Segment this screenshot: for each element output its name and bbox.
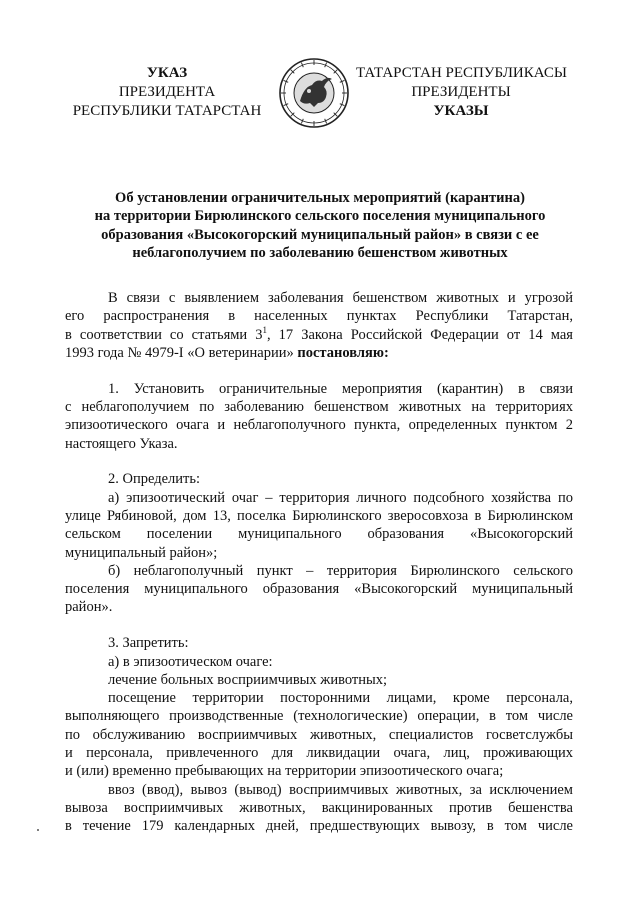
item-3-treatment xyxy=(65,671,573,689)
header-right-block xyxy=(356,64,566,121)
item1-line-4: настоящего Указа. xyxy=(65,435,178,452)
item1-line-1: 1. Установить ограничительные мероприятия (карантин) в связи xyxy=(108,380,573,397)
item2-heading-text: 2. Определить: xyxy=(108,471,201,488)
item-3-heading xyxy=(65,634,573,652)
header-left-line-2: ПРЕЗИДЕНТА xyxy=(118,84,216,100)
item-3-import-paragraph xyxy=(65,781,573,836)
item3-visit-line-4: и персонала, привлеченного для ликвидации очага, лиц, проживающих xyxy=(65,745,573,762)
title-line-2: на территории Бирюлинского сельского поселения муниципального xyxy=(94,208,546,225)
item3a-heading-text: а) в эпизоотическом очаге: xyxy=(108,653,273,670)
decree-word-colon: : xyxy=(383,344,389,361)
scan-speck xyxy=(37,829,39,831)
item1-line-3: эпизоотического очага и неблагополучного пункта, определенных пунктом 2 xyxy=(65,417,573,434)
preamble-line-3a: в соответствии со статьями 3 xyxy=(65,326,263,343)
document-title xyxy=(60,189,580,263)
header-right-line-3: УКАЗЫ xyxy=(433,103,489,119)
item2a-line-3: сельском поселении муниципального образования «Высокогорский xyxy=(65,526,573,543)
item2a-line-2: улице Рябиновой, дом 13, поселка Бирюлинского зверосовхоза в Бирюлинском xyxy=(65,507,573,524)
preamble-line-1: В связи с выявлением заболевания бешенством животных и угрозой xyxy=(108,290,573,306)
title-line-1: Об установлении ограничительных мероприятий (карантина) xyxy=(115,190,525,206)
item2b-line-1: б) неблагополучный пункт – территория Бирюлинского сельского xyxy=(108,562,573,579)
item2b-line-3: район». xyxy=(65,599,113,616)
item3-treatment-text: лечение больных восприимчивых животных; xyxy=(108,671,387,688)
item1-line-2: с неблагополучием по заболеванию бешенством животных на территориях xyxy=(65,398,573,415)
header-left-block xyxy=(62,64,272,121)
title-line-3: образования «Высокогорский муниципальный район» в связи с ее xyxy=(101,226,539,243)
header-left-line-3: РЕСПУБЛИКИ ТАТАРСТАН xyxy=(72,103,262,119)
item-3-visit-paragraph xyxy=(65,689,573,780)
item-3a-heading xyxy=(65,653,573,671)
document-body xyxy=(65,289,573,836)
preamble-paragraph xyxy=(65,289,573,362)
item2b-line-2: поселения муниципального образования «Высокогорский муниципальный xyxy=(65,581,573,598)
item-1-paragraph xyxy=(65,380,573,453)
preamble-line-4a: 1993 года № 4979-I «О ветеринарии» xyxy=(65,344,298,361)
item-2b-paragraph xyxy=(65,562,573,617)
item3-visit-line-2: выполняющего производственные (технологические) операции, в том числе xyxy=(65,708,573,725)
header-left-line-1: УКАЗ xyxy=(146,65,188,81)
item3-visit-line-5: и (или) временно пребывающих на территории эпизоотического очага; xyxy=(65,763,504,780)
header-right-line-2: ПРЕЗИДЕНТЫ xyxy=(411,84,511,100)
article-superscript: 1 xyxy=(262,324,267,335)
header-right-line-1: ТАТАРСТАН РЕСПУБЛИКАСЫ xyxy=(356,65,567,81)
preamble-line-2: его распространения в населенных пунктах Республики Татарстан, xyxy=(65,308,573,325)
preamble-line-3b: , 17 Закона Российской Федерации от 14 мая xyxy=(267,326,573,343)
coat-of-arms-tatarstan-icon xyxy=(278,57,350,129)
decree-word: постановляю xyxy=(297,344,384,361)
item2a-line-4: муниципальный район»; xyxy=(65,544,218,561)
item3-import-line-3: в течение 179 календарных дней, предшествующих вывозу, в том числе xyxy=(65,818,573,835)
item-2a-paragraph xyxy=(65,489,573,562)
item3-import-line-2: вывоза восприимчивых животных, вакцинированных против бешенства xyxy=(65,799,573,816)
item3-heading-text: 3. Запретить: xyxy=(108,635,189,652)
preamble-line-4 xyxy=(65,344,573,362)
item3-visit-line-1: посещение территории посторонними лицами, кроме персонала, xyxy=(108,690,573,707)
item-2-heading xyxy=(65,470,573,488)
item3-import-line-1: ввоз (ввод), вывоз (вывод) восприимчивых животных, за исключением xyxy=(108,781,573,798)
preamble-line-3 xyxy=(65,326,573,344)
item2a-line-1: а) эпизоотический очаг – территория личного подсобного хозяйства по xyxy=(108,489,573,506)
title-line-4: неблагополучием по заболеванию бешенством животных xyxy=(132,245,508,262)
item3-visit-line-3: по обслуживанию восприимчивых животных, специалистов госветслужбы xyxy=(65,726,573,743)
